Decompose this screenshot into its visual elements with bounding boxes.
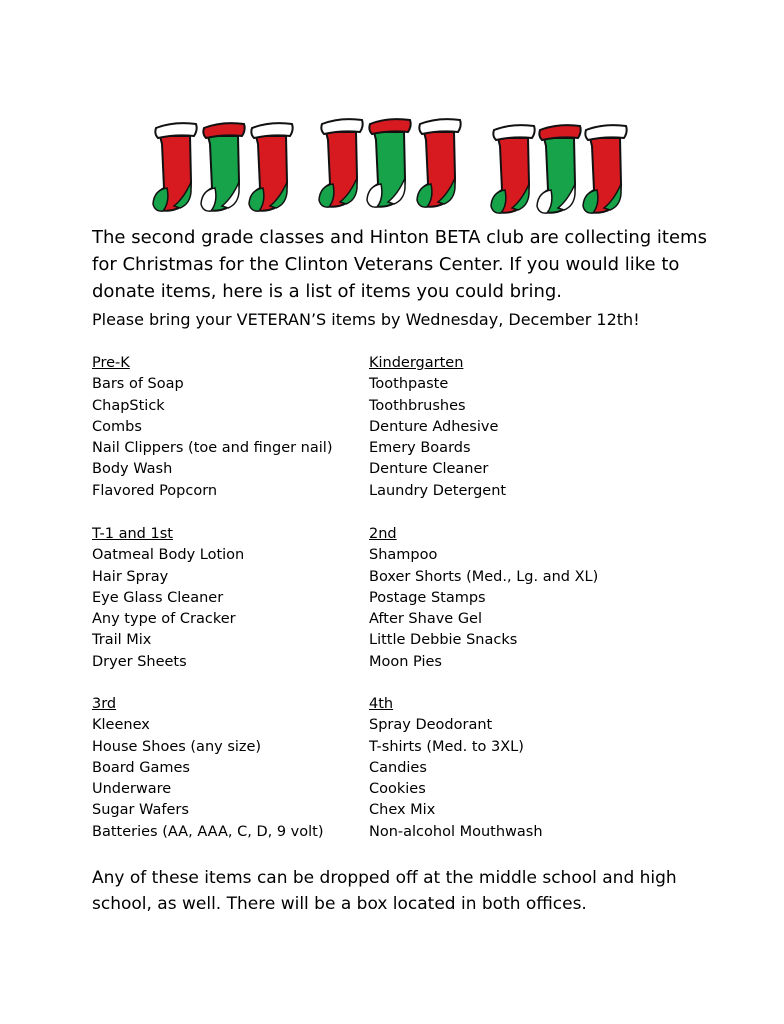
stocking-green-icon [537, 125, 581, 213]
donation-group-pre-k [92, 353, 392, 502]
stocking-red-icon [491, 125, 535, 213]
list-item: House Shoes (any size) [92, 738, 262, 755]
list-item: Cookies [369, 781, 426, 798]
list-item: Batteries (AA, AAA, C, D, 9 volt) [92, 823, 324, 840]
list-item: Nail Clippers (toe and finger nail) [92, 440, 333, 457]
list-item: Dryer Sheets [92, 653, 187, 670]
list-item: Flavored Popcorn [92, 482, 218, 499]
list-item: Kleenex [92, 717, 150, 734]
list-item: Boxer Shorts (Med., Lg. and XL) [369, 568, 599, 585]
closing-paragraph: Any of these items can be dropped off at the middle school and high school, as well. There will be a box located in both offices. [92, 868, 677, 914]
deadline-notice: Please bring your VETERAN’S items by Wednesday, December 12th! [92, 310, 640, 329]
list-item: Toothpaste [369, 376, 449, 393]
group-heading: T-1 and 1st [92, 526, 173, 542]
list-item: Hair Spray [92, 568, 169, 585]
list-item: ChapStick [92, 397, 165, 414]
list-item: Chex Mix [369, 802, 436, 819]
donation-group-2nd [369, 524, 669, 673]
list-item: After Shave Gel [369, 611, 483, 628]
list-item: Oatmeal Body Lotion [92, 547, 245, 564]
list-item: Denture Adhesive [369, 418, 499, 435]
list-item: Emery Boards [369, 440, 471, 457]
group-heading: Pre-K [92, 355, 130, 371]
stocking-red-icon [417, 119, 461, 207]
list-item: T-shirts (Med. to 3XL) [369, 738, 524, 755]
group-heading: 4th [369, 696, 394, 712]
donation-group-kindergarten [369, 353, 669, 502]
stocking-red-icon [249, 123, 293, 211]
group-heading: 3rd [92, 696, 117, 712]
list-item: Non-alcohol Mouthwash [369, 823, 543, 840]
list-item: Underware [92, 781, 172, 798]
list-item: Moon Pies [369, 653, 442, 670]
list-item: Laundry Detergent [369, 482, 507, 499]
list-item: Candies [369, 759, 427, 776]
list-item: Sugar Wafers [92, 802, 189, 819]
group-heading: 2nd [369, 526, 397, 542]
list-item: Spray Deodorant [369, 717, 493, 734]
list-item: Toothbrushes [369, 397, 466, 414]
stocking-red-icon [319, 119, 363, 207]
stocking-green-icon [367, 119, 411, 207]
list-item: Little Debbie Snacks [369, 632, 518, 649]
list-item: Trail Mix [92, 632, 152, 649]
intro-paragraph: The second grade classes and Hinton BETA club are collecting items for Christmas for the Clinton Veterans Center. If you would like to donate items, here is a list of items you could bring. [92, 227, 707, 302]
donation-group-3rd [92, 694, 392, 843]
stocking-green-icon [201, 123, 245, 211]
donation-group-t1-and-1st [92, 524, 392, 673]
group-heading: Kindergarten [369, 355, 464, 371]
christmas-stockings-banner [148, 112, 638, 214]
list-item: Combs [92, 418, 142, 435]
donation-group-4th [369, 694, 669, 843]
list-item: Board Games [92, 759, 190, 776]
list-item: Denture Cleaner [369, 461, 489, 478]
list-item: Eye Glass Cleaner [92, 589, 224, 606]
stocking-red-icon [153, 123, 197, 211]
list-item: Postage Stamps [369, 589, 486, 606]
list-item: Body Wash [92, 461, 173, 478]
stocking-red-icon [583, 125, 627, 213]
list-item: Bars of Soap [92, 376, 184, 393]
list-item: Shampoo [369, 547, 438, 564]
list-item: Any type of Cracker [92, 611, 236, 628]
